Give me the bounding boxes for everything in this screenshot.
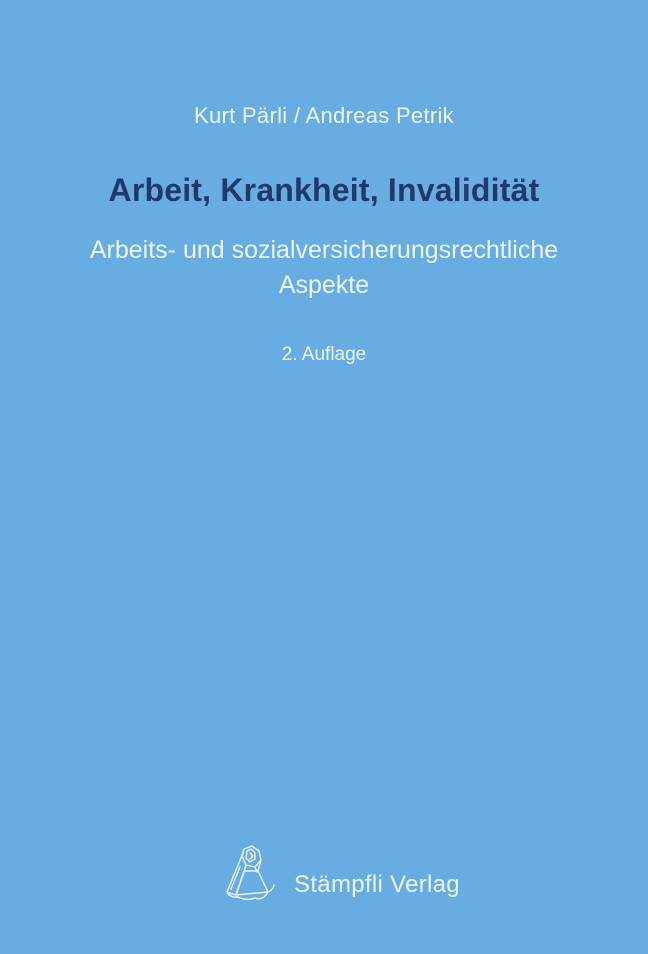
authors-line: Kurt Pärli / Andreas Petrik [194,103,454,128]
book-title: Arbeit, Krankheit, Invalidität [108,172,540,208]
book-subtitle [0,233,648,303]
staempfli-lion-icon [222,843,276,903]
publisher-name: Stämpfli Verlag [294,871,460,898]
subtitle-line-1: Arbeits- und sozialversicherungsrechtliche [89,236,559,264]
subtitle-line-2: Aspekte [278,271,370,299]
edition-label: 2. Auflage [281,344,367,365]
publisher-block [0,843,648,903]
